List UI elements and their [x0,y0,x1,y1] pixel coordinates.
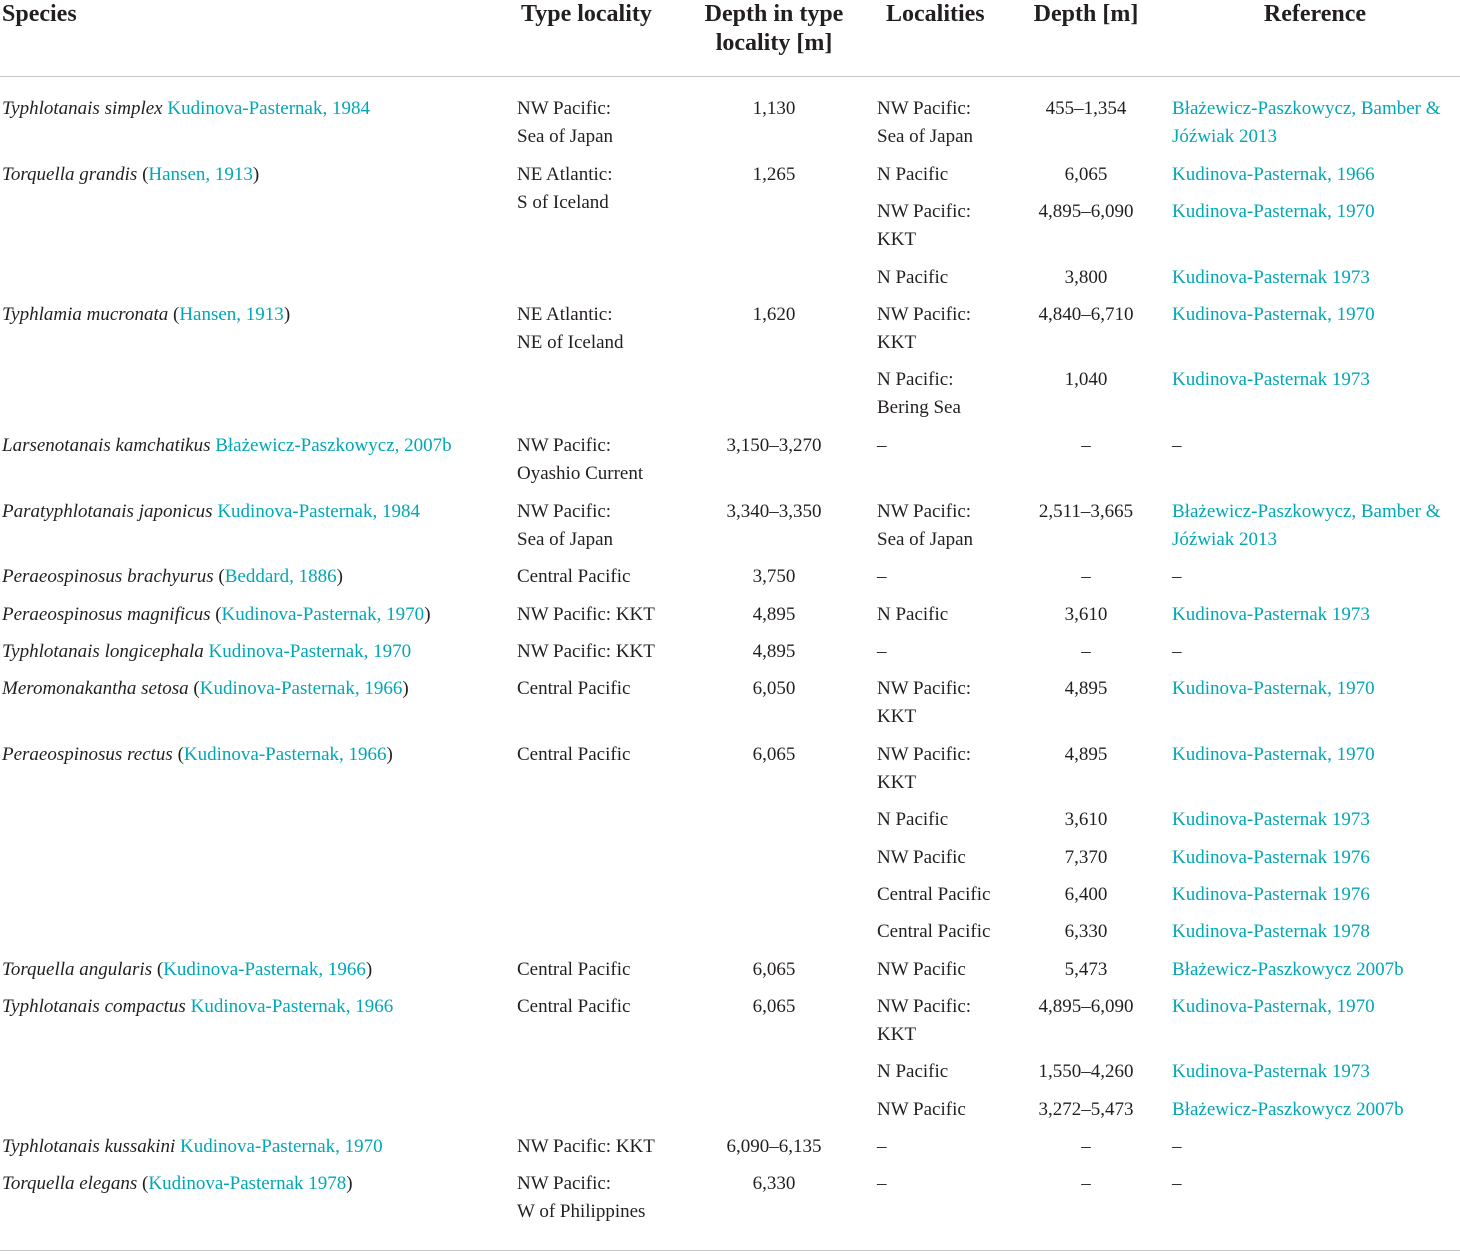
species-cell [2,993,393,1021]
locality-cell: NW Pacific [877,1098,966,1120]
locality-cell: NW Pacific: KKT [877,678,972,728]
header-type-locality: Type locality [521,1,652,27]
type-locality-cell: NE Atlantic: NE of Iceland [517,303,624,353]
locality-cell: N Pacific [877,266,949,288]
locality-cell: N Pacific: Bering Sea [877,369,961,419]
species-cell: Torquella elegans (Kudinova-Pasternak 1978) [2,1173,353,1195]
depth-cell: 1,550–4,260 [1038,1061,1134,1083]
reference-link[interactable]: Błażewicz-Paszkowycz, Bamber & Jóźwiak 2013 [1172,500,1441,550]
locality-cell: NW Pacific [877,958,966,980]
species-name: Typhlotanais longicephala [2,640,204,662]
species-name: Torquella grandis [2,163,138,185]
reference-link[interactable]: Kudinova-Pasternak 1973 [1172,809,1370,831]
species-cell: Meromonakantha setosa (Kudinova-Pasternak, 1966) [2,678,409,700]
depth-cell: 6,330 [1064,921,1108,943]
species-name: Peraeospinosus magnificus [2,603,211,625]
type-depth-cell: 1,265 [752,163,796,185]
type-locality-cell: Central Pacific [517,958,631,980]
locality-cell: – [877,1173,887,1195]
header-localities: Localities [886,1,985,27]
type-depth-cell: 6,065 [752,995,796,1017]
type-depth-cell: 3,150–3,270 [726,435,822,456]
reference-link: – [1172,566,1182,588]
type-locality-cell: NE Atlantic: S of Iceland [517,163,613,213]
reference-link: – [1172,1136,1182,1157]
locality-cell: NW Pacific: KKT [877,995,972,1045]
type-locality-cell: NW Pacific: Sea of Japan [517,98,614,147]
authority-link[interactable]: Błażewicz-Paszkowycz, 2007b [215,435,452,456]
type-depth-cell: 4,895 [752,603,796,625]
locality-cell: N Pacific [877,163,949,185]
depth-cell: 2,511–3,665 [1038,500,1134,522]
species-name: Typhlotanais kussakini [2,1136,176,1157]
type-locality-cell: NW Pacific: W of Philippines [517,1173,646,1223]
locality-cell: – [877,640,887,662]
type-depth-cell: 1,130 [752,98,796,119]
reference-link[interactable]: Kudinova-Pasternak 1976 [1172,883,1370,905]
depth-cell: 4,895–6,090 [1038,200,1134,222]
depth-cell: 3,610 [1064,603,1108,625]
reference-link: – [1172,435,1182,456]
authority-link[interactable]: Kudinova-Pasternak, 1970 [180,1136,383,1157]
locality-cell: NW Pacific: KKT [877,200,972,250]
species-name: Meromonakantha setosa [2,678,189,700]
depth-cell: – [1081,1136,1091,1157]
species-cell: Torquella grandis (Hansen, 1913) [2,163,260,185]
locality-cell: N Pacific [877,603,949,625]
header-species: Species [2,1,77,27]
depth-cell: 1,040 [1064,369,1108,391]
reference-link: – [1172,640,1182,662]
reference-link[interactable]: Kudinova-Pasternak 1973 [1172,1061,1370,1083]
type-depth-cell: 6,330 [752,1173,796,1195]
authority-link[interactable]: Kudinova-Pasternak, 1966 [199,678,403,700]
depth-cell: – [1081,640,1091,662]
locality-cell: Central Pacific [877,883,991,905]
bottom-rule [0,1250,1460,1251]
locality-cell: NW Pacific [877,846,966,868]
type-depth-cell: 6,090–6,135 [726,1136,822,1157]
species-name: Peraeospinosus rectus [2,743,173,765]
depth-cell: 7,370 [1064,846,1108,868]
locality-cell: Central Pacific [877,921,991,943]
species-cell: Torquella angularis (Kudinova-Pasternak, 1966) [2,958,373,980]
authority-link[interactable]: Kudinova-Pasternak, 1984 [167,98,370,119]
header-depth: Depth [m] [1033,1,1139,27]
species-cell: Typhlamia mucronata (Hansen, 1913) [2,303,291,325]
species-name: Torquella elegans [2,1173,138,1195]
species-cell [2,638,411,666]
header-depth-type-locality: Depth in type locality [m] [704,1,844,56]
reference-link[interactable]: Kudinova-Pasternak 1973 [1172,603,1370,625]
locality-cell: – [877,1136,887,1157]
reference-link: – [1172,1173,1182,1195]
species-cell [2,432,452,460]
authority-link[interactable]: Kudinova-Pasternak, 1970 [221,603,425,625]
species-name: Paratyphlotanais japonicus [2,500,213,522]
authority-link[interactable]: Kudinova-Pasternak, 1966 [163,958,366,980]
type-locality-cell: NW Pacific: KKT [517,603,655,625]
locality-cell: NW Pacific: Sea of Japan [877,500,974,550]
species-cell: Peraeospinosus brachyurus (Beddard, 1886) [2,566,343,588]
locality-cell: NW Pacific: KKT [877,303,972,353]
type-locality-cell: Central Pacific [517,566,631,588]
reference-link[interactable]: Kudinova-Pasternak 1978 [1172,921,1370,943]
type-locality-cell: Central Pacific [517,743,631,765]
reference-link[interactable]: Kudinova-Pasternak, 1970 [1172,678,1375,700]
reference-link[interactable]: Kudinova-Pasternak, 1970 [1172,200,1375,222]
depth-cell: 455–1,354 [1045,98,1127,119]
type-locality-cell: NW Pacific: Sea of Japan [517,500,614,550]
depth-cell: – [1081,1173,1091,1195]
type-locality-cell: Central Pacific [517,995,631,1017]
reference-link[interactable]: Błażewicz-Paszkowycz 2007b [1172,1098,1404,1120]
locality-cell: – [877,566,887,588]
species-name: Torquella angularis [2,958,153,980]
locality-cell: N Pacific [877,809,949,831]
locality-cell: NW Pacific: KKT [877,743,972,793]
depth-cell: – [1081,566,1091,588]
species-cell [2,95,370,123]
header-rule [0,76,1460,77]
species-name: Larsenotanais kamchatikus [2,435,211,456]
type-depth-cell: 1,620 [752,303,796,325]
species-cell: Peraeospinosus magnificus (Kudinova-Pasternak, 1970) [2,603,431,625]
type-depth-cell: 6,050 [752,678,796,700]
reference-link[interactable]: Kudinova-Pasternak 1973 [1172,266,1370,288]
reference-link[interactable]: Kudinova-Pasternak, 1966 [1172,163,1375,185]
authority-link[interactable]: Beddard, 1886 [224,566,337,588]
depth-cell: 6,065 [1064,163,1108,185]
type-depth-cell: 4,895 [752,640,796,662]
type-depth-cell: 6,065 [752,743,796,765]
reference-link[interactable]: Kudinova-Pasternak, 1970 [1172,303,1375,325]
depth-cell: 3,610 [1064,809,1108,831]
species-cell [2,1133,383,1161]
depth-cell: 4,840–6,710 [1038,303,1134,325]
reference-link[interactable]: Kudinova-Pasternak 1976 [1172,846,1370,868]
type-locality-cell: NW Pacific: KKT [517,640,655,662]
depth-cell: 3,800 [1064,266,1108,288]
authority-link[interactable]: Kudinova-Pasternak, 1970 [208,640,412,662]
depth-cell: 6,400 [1064,883,1108,905]
authority-link[interactable]: Hansen, 1913 [148,163,253,185]
reference-link[interactable]: Kudinova-Pasternak 1973 [1172,369,1370,391]
type-depth-cell: 3,750 [752,566,796,588]
reference-link[interactable]: Błażewicz-Paszkowycz 2007b [1172,958,1404,980]
authority-link[interactable]: Kudinova-Pasternak, 1984 [217,500,420,522]
depth-cell: 4,895 [1064,678,1108,700]
species-name: Typhlotanais compactus [2,995,186,1017]
species-name: Peraeospinosus brachyurus [2,566,214,588]
locality-cell: – [877,435,887,456]
reference-link[interactable]: Kudinova-Pasternak, 1970 [1172,743,1375,765]
species-cell: Peraeospinosus rectus (Kudinova-Pasternak, 1966) [2,743,393,765]
authority-link[interactable]: Kudinova-Pasternak, 1966 [190,995,394,1017]
type-depth-cell: 6,065 [752,958,796,980]
type-locality-cell: Central Pacific [517,678,631,700]
depth-cell: 4,895–6,090 [1038,995,1134,1017]
header-reference: Reference [1263,1,1367,27]
type-locality-cell: NW Pacific: Oyashio Current [517,435,644,484]
reference-link[interactable]: Kudinova-Pasternak, 1970 [1172,995,1375,1017]
depth-cell: 5,473 [1064,958,1108,980]
locality-cell: N Pacific [877,1061,949,1083]
locality-cell: NW Pacific: Sea of Japan [877,98,974,147]
species-cell [2,498,420,526]
type-depth-cell: 3,340–3,350 [726,500,822,522]
type-locality-cell: NW Pacific: KKT [517,1136,655,1157]
species-name: Typhlotanais simplex [2,98,163,119]
authority-link[interactable]: Kudinova-Pasternak 1978 [148,1173,347,1195]
depth-cell: 3,272–5,473 [1038,1098,1134,1120]
authority-link[interactable]: Hansen, 1913 [179,303,284,325]
authority-link[interactable]: Kudinova-Pasternak, 1966 [183,743,387,765]
species-name: Typhlamia mucronata [2,303,169,325]
reference-link[interactable]: Błażewicz-Paszkowycz, Bamber & Jóźwiak 2013 [1172,98,1441,147]
depth-cell: – [1081,435,1091,456]
depth-cell: 4,895 [1064,743,1108,765]
